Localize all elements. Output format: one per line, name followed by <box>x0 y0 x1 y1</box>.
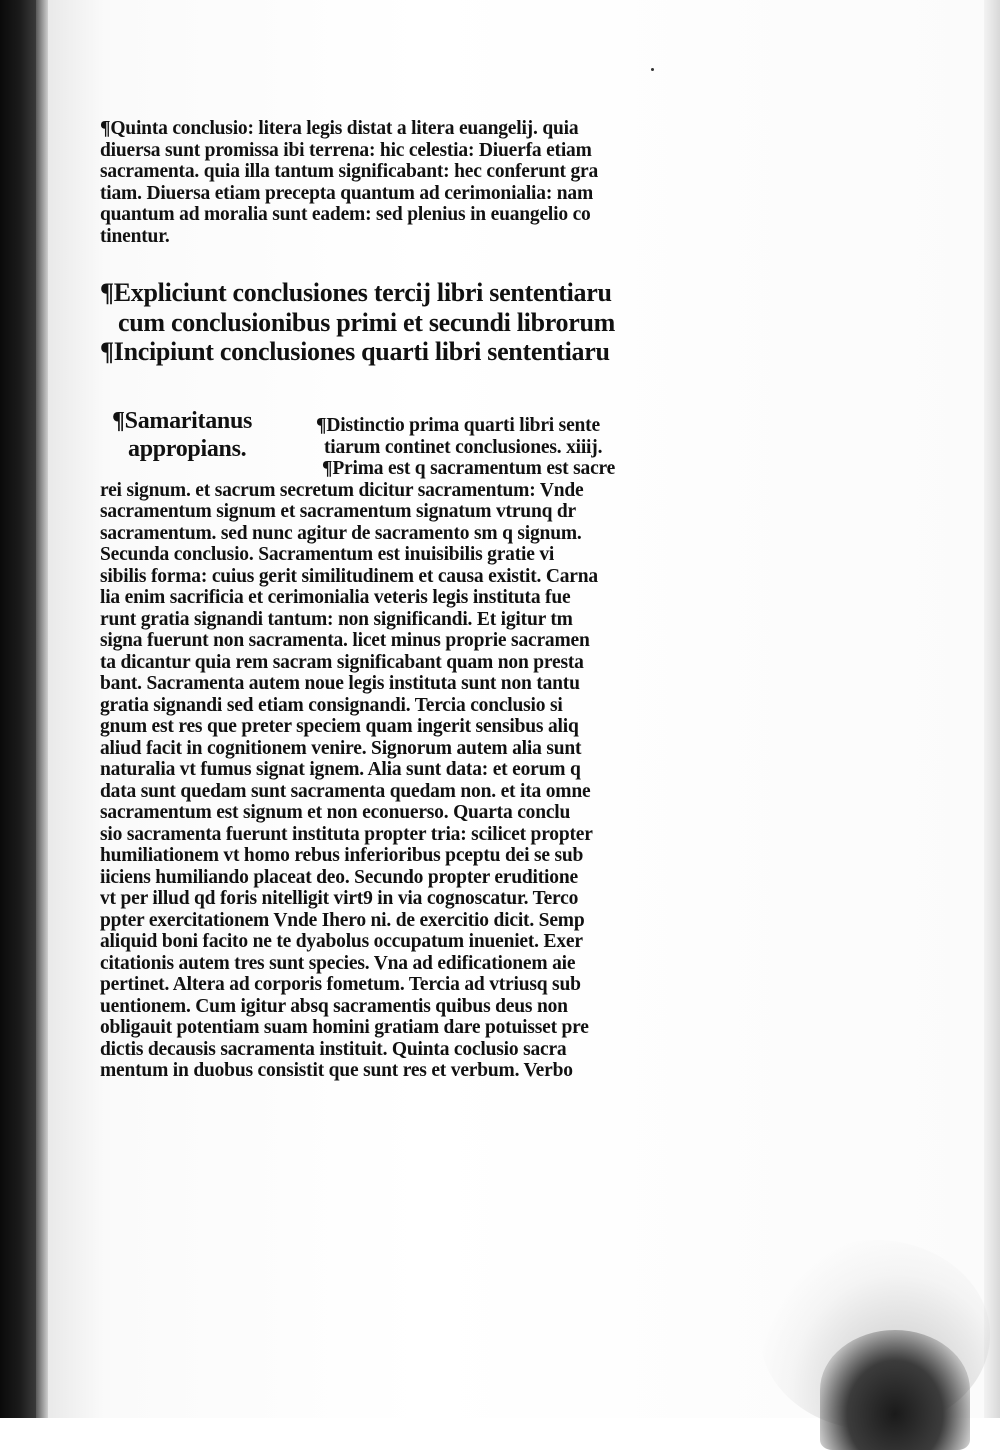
text-line: sacramentum est signum et non econuerso. Quarta conclu <box>100 802 571 823</box>
thumb-image <box>820 1330 970 1450</box>
incipit-heading <box>100 337 660 367</box>
heading-line <box>100 337 660 367</box>
explicit-heading <box>100 278 660 338</box>
marginal-title <box>112 407 302 463</box>
text-line: gnum est res que preter speciem quam ingerit sensibus aliq <box>100 716 579 737</box>
text-line: naturalia vt fumus signat ignem. Alia sunt data: et eorum q <box>100 759 581 780</box>
text-line: tiam. Diuersa etiam precepta quantum ad cerimonialia: nam <box>100 182 594 204</box>
marginal-title-text: Samaritanus <box>124 408 253 434</box>
line-text: Distinctio prima quarti libri sente <box>326 415 600 436</box>
text-line <box>316 415 660 437</box>
text-line: quantum ad moralia sunt eadem: sed plenius in euangelio co <box>100 204 591 225</box>
heading-text: Incipiunt conclusiones quarti libri sententiaru <box>113 337 610 366</box>
text-line: rei signum. et sacrum secretum dicitur sacramentum: Vnde <box>100 479 584 501</box>
distinctio-heading <box>316 415 660 458</box>
heading-line <box>100 278 660 308</box>
text-line: diuersa sunt promissa ibi terrena: hic celestia: Diuerfa etiam <box>100 139 592 161</box>
heading-text: Expliciunt conclusiones tercij libri sententiaru <box>113 278 612 307</box>
body-text <box>100 458 660 1082</box>
text-line: citationis autem tres sunt species. Vna ad edificationem aie <box>100 952 576 974</box>
text-line: sacramentum. sed nunc agitur de sacramento sm q signum. <box>100 522 582 544</box>
text-line: sibilis forma: cuius gerit similitudinem et causa existit. Carna <box>100 565 598 587</box>
line-text: Quinta conclusio: litera legis distat a litera euangelij. quia <box>110 118 579 139</box>
text-line: Secunda conclusio. Sacramentum est inuisibilis gratie vi <box>100 544 555 565</box>
text-line: pertinet. Altera ad corporis fometum. Tercia ad vtriusq sub <box>100 974 581 995</box>
text-line <box>100 118 660 140</box>
text-line: gratia signandi sed etiam consignandi. Tercia conclusio si <box>100 694 563 716</box>
book-cover-edge <box>0 0 36 1418</box>
pilcrow-mark: ¶ <box>316 415 327 436</box>
text-line: tiarum continet conclusiones. xiiij. <box>324 436 603 458</box>
text-line: sacramentum signum et sacramentum signatum vtrunq dr <box>100 501 577 522</box>
text-line: humiliationem vt homo rebus inferioribus pceptu dei se sub <box>100 845 584 866</box>
heading-line: cum conclusionibus primi et secundi librorum <box>118 308 615 337</box>
text-line: iiciens humiliando placeat deo. Secundo propter eruditione <box>100 866 578 888</box>
text-line: vt per illud qd foris nitelligit virt9 in via cognoscatur. Terco <box>100 888 579 909</box>
marginal-title-line <box>112 407 302 435</box>
pilcrow-mark: ¶ <box>100 118 111 139</box>
text-line: ta dicantur quia rem sacram significabant quam non presta <box>100 651 584 673</box>
marginal-title-line: appropians. <box>128 436 247 462</box>
text-line: mentum in duobus consistit que sunt res et verbum. Verbo <box>100 1060 573 1081</box>
text-line: ppter exercitationem Vnde Ihero ni. de exercitio dicit. Semp <box>100 909 585 931</box>
text-line: sio sacramenta fuerunt instituta propter tria: scilicet propter <box>100 823 593 845</box>
ink-speck <box>651 68 654 71</box>
text-line: data sunt quedam sunt sacramenta quedam non. et ita omne <box>100 780 591 802</box>
page-right-edge <box>984 0 1000 1418</box>
text-line: bant. Sacramenta autem noue legis instituta sunt non tantu <box>100 673 580 694</box>
pilcrow-mark: ¶ <box>100 337 114 366</box>
paragraph-quinta-conclusio <box>100 118 660 247</box>
text-line: aliud facit in cognitionem venire. Signorum autem alia sunt <box>100 737 582 759</box>
pilcrow-mark: ¶ <box>112 408 125 434</box>
text-line: runt gratia signandi tantum: non significandi. Et igitur tm <box>100 608 573 630</box>
text-line: obligauit potentiam suam homini gratiam dare potuisset pre <box>100 1017 589 1038</box>
page-gutter <box>36 0 48 1418</box>
text-line: uentionem. Cum igitur absq sacramentis quibus deus non <box>100 995 568 1017</box>
text-line <box>100 458 660 480</box>
text-line: dictis decausis sacramenta instituit. Quinta coclusio sacra <box>100 1038 567 1060</box>
pilcrow-mark: ¶ <box>100 278 114 307</box>
text-line: lia enim sacrificia et cerimonialia veteris legis instituta fue <box>100 587 571 608</box>
text-line: sacramenta. quia illa tantum significabant: hec conferunt gra <box>100 161 599 182</box>
text-line: signa fuerunt non sacramenta. licet minus proprie sacramen <box>100 630 590 651</box>
text-line: aliquid boni facito ne te dyabolus occupatum inueniet. Exer <box>100 931 583 952</box>
text-line: tinentur. <box>100 225 170 247</box>
pilcrow-mark: ¶ <box>322 458 333 479</box>
line-text: Prima est q sacramentum est sacre <box>332 458 616 479</box>
